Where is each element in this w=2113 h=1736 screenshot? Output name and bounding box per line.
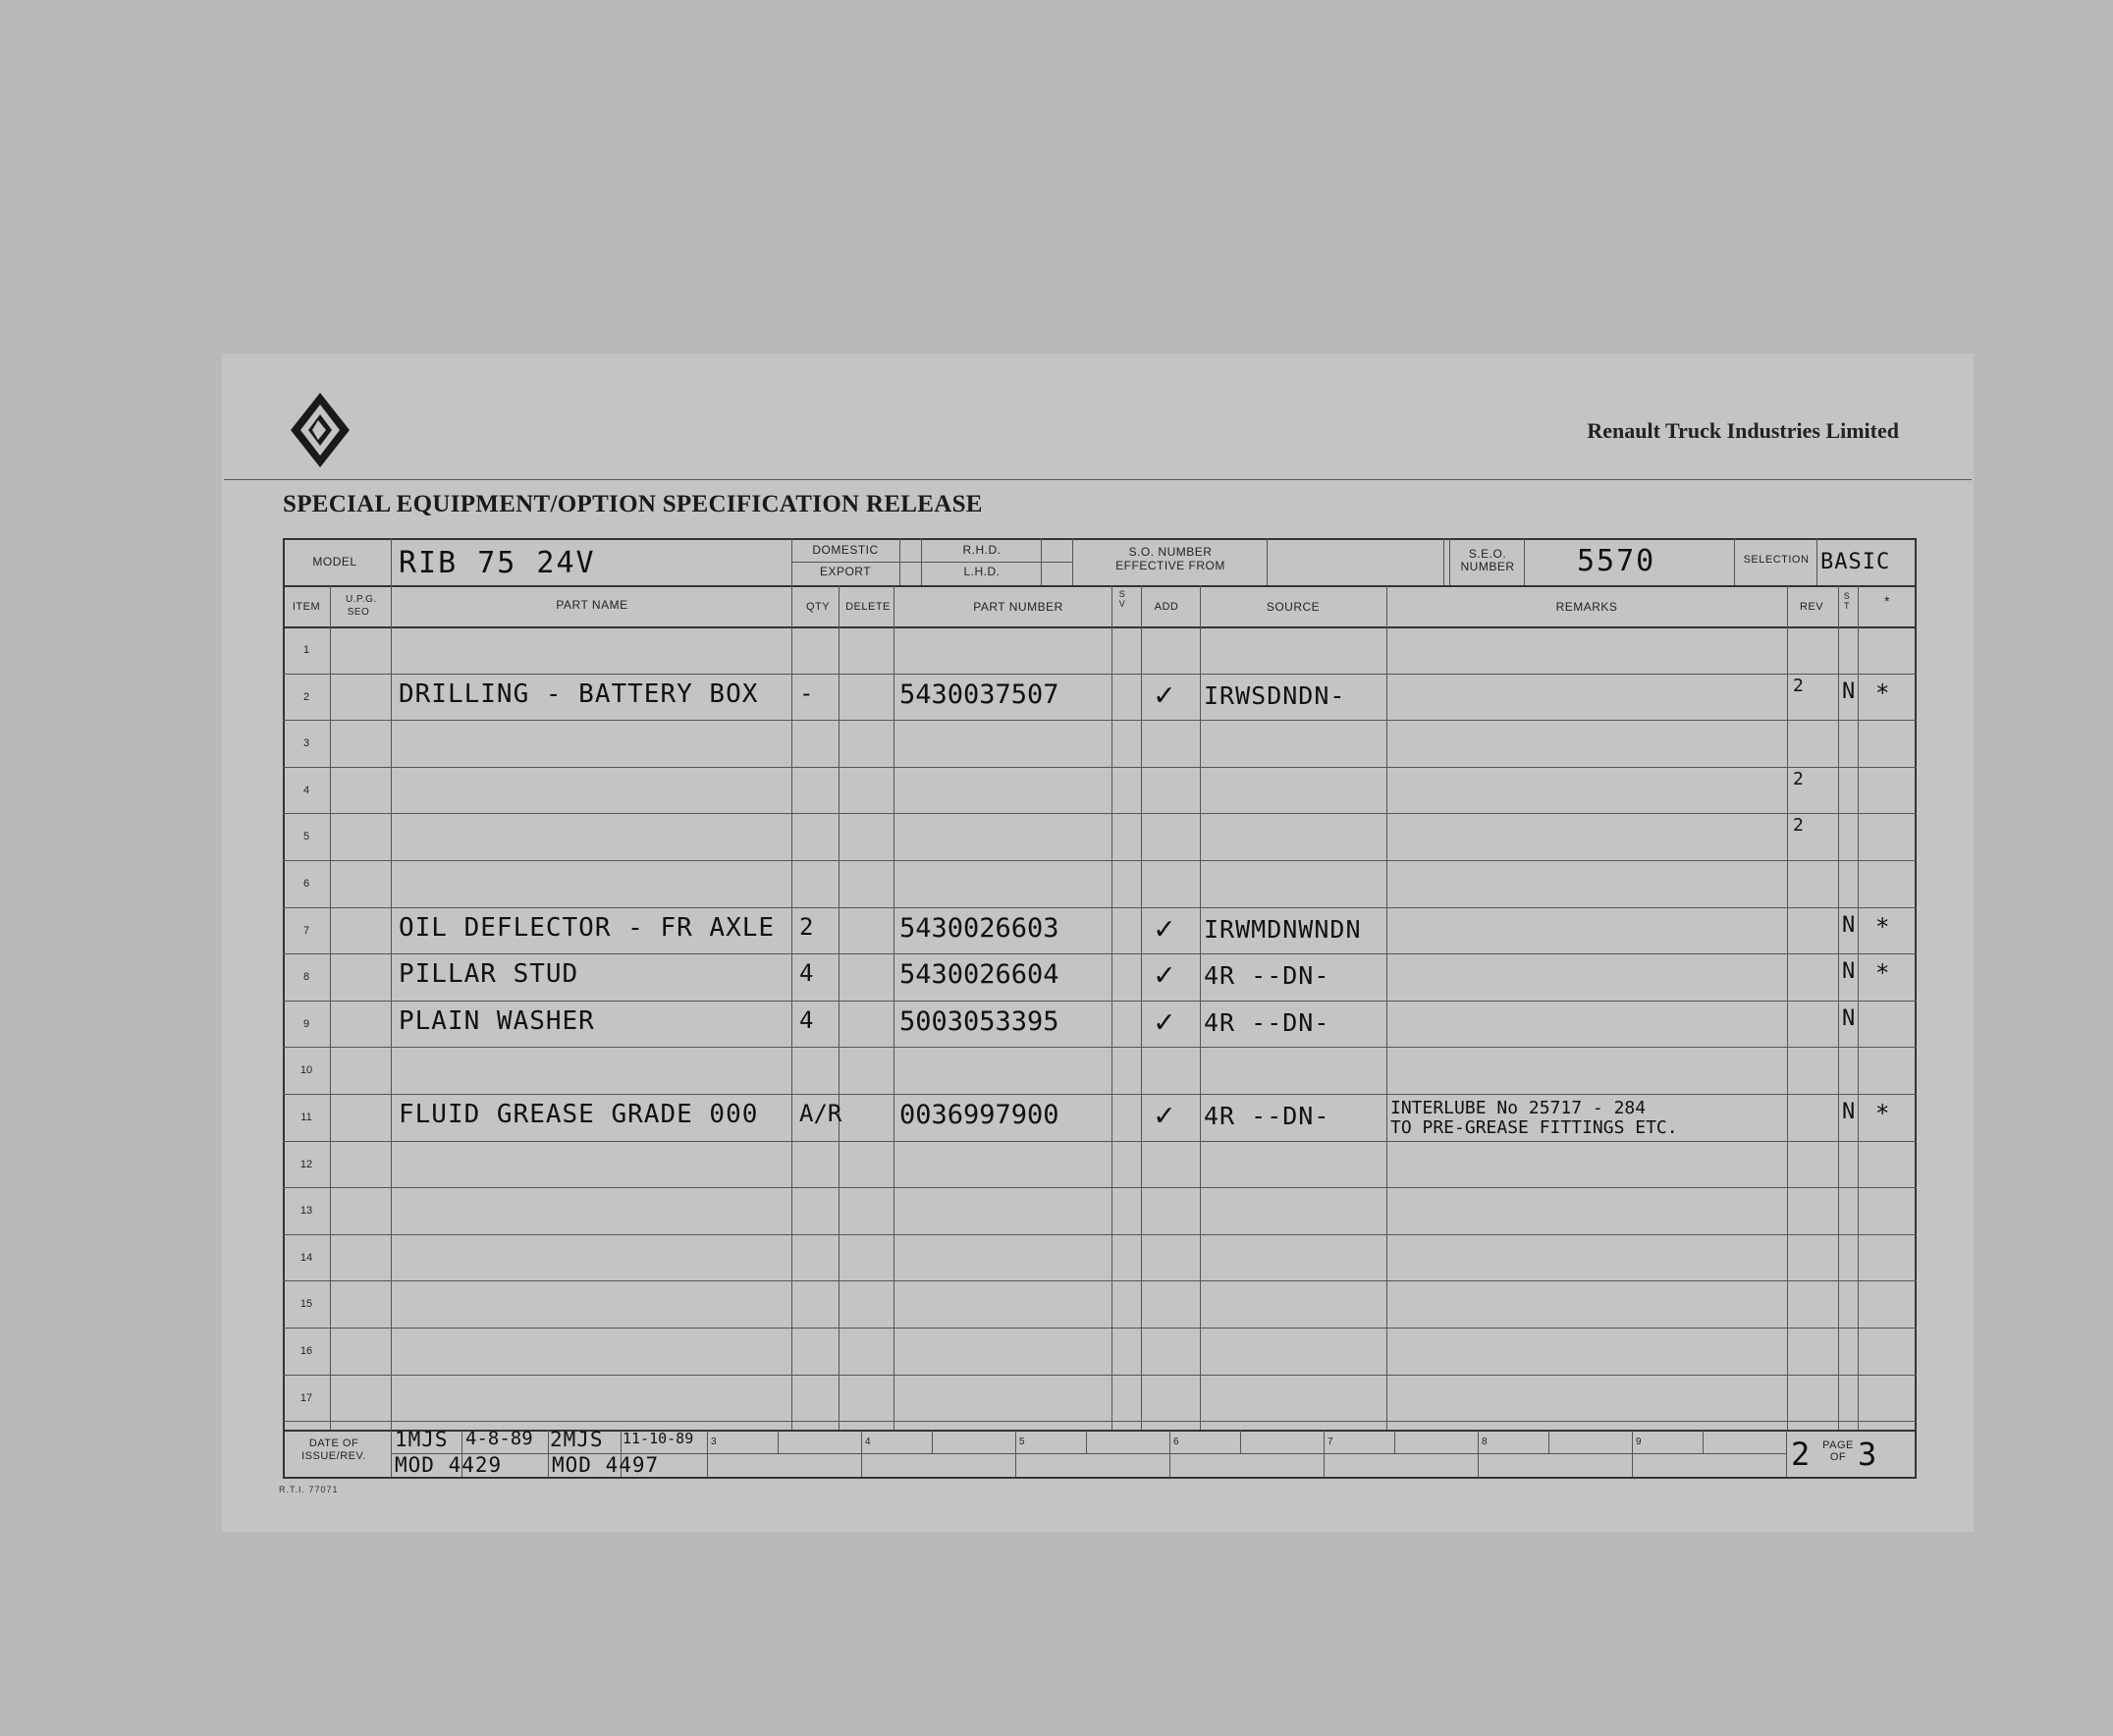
row-item-number: 2 bbox=[302, 691, 310, 703]
row-divider bbox=[283, 1328, 1917, 1329]
divider bbox=[791, 585, 792, 1430]
row-item-number: 14 bbox=[299, 1252, 313, 1264]
row-part-name: DRILLING - BATTERY BOX bbox=[399, 679, 759, 709]
seo-number-label: S.E.O. NUMBER bbox=[1460, 547, 1515, 573]
divider bbox=[330, 585, 331, 1430]
divider bbox=[1703, 1430, 1704, 1453]
divider bbox=[1169, 1430, 1170, 1477]
revision-slot-number: 9 bbox=[1636, 1437, 1643, 1447]
divider bbox=[1324, 1430, 1325, 1477]
divider bbox=[707, 1430, 708, 1477]
row-divider bbox=[283, 1375, 1917, 1376]
row-divider bbox=[283, 813, 1917, 814]
row-add-check: ✓ bbox=[1155, 1003, 1176, 1040]
row-item-number: 5 bbox=[302, 831, 310, 842]
divider bbox=[1787, 585, 1788, 1430]
col-st: S T bbox=[1843, 591, 1851, 611]
row-item-number: 16 bbox=[299, 1345, 313, 1357]
row-item-number: 10 bbox=[299, 1064, 313, 1076]
row-divider bbox=[283, 1234, 1917, 1235]
renault-logo bbox=[289, 391, 352, 469]
rev2-mod: MOD 4497 bbox=[552, 1453, 660, 1477]
divider bbox=[1015, 1430, 1016, 1477]
so-number-label: S.O. NUMBER bbox=[1128, 545, 1213, 559]
row-rev: 2 bbox=[1793, 769, 1806, 789]
header-rule bbox=[224, 479, 1972, 480]
row-add-check: ✓ bbox=[1155, 676, 1176, 713]
row-add-check: ✓ bbox=[1155, 909, 1176, 947]
divider bbox=[839, 585, 840, 1430]
row-mark: * bbox=[1875, 1100, 1892, 1127]
model-label: MODEL bbox=[312, 555, 357, 569]
date-of-issue-label: DATE OF ISSUE/REV. bbox=[301, 1438, 366, 1462]
row-divider bbox=[283, 674, 1917, 675]
row-remarks-line2: TO PRE-GREASE FITTINGS ETC. bbox=[1390, 1117, 1678, 1138]
row-part-number: 5430026604 bbox=[899, 959, 1059, 990]
revision-slot-number: 8 bbox=[1482, 1437, 1489, 1447]
col-last: * bbox=[1884, 593, 1890, 609]
divider bbox=[1200, 585, 1201, 1430]
divider bbox=[921, 538, 922, 585]
row-item-number: 13 bbox=[299, 1205, 313, 1217]
table-bottom-border bbox=[283, 1477, 1917, 1479]
lhd-label: L.H.D. bbox=[963, 565, 1001, 578]
divider bbox=[1786, 1430, 1787, 1477]
col-add: ADD bbox=[1154, 601, 1179, 613]
revision-slot-number: 7 bbox=[1327, 1437, 1334, 1447]
rev2-by: 2MJS bbox=[550, 1428, 604, 1451]
row-s: N bbox=[1842, 1006, 1856, 1031]
divider bbox=[1072, 538, 1073, 585]
row-s: N bbox=[1842, 913, 1856, 938]
row-source: IRWSDNDN- bbox=[1204, 681, 1346, 710]
row-divider bbox=[283, 1187, 1917, 1188]
divider bbox=[1632, 1430, 1633, 1477]
row-divider bbox=[283, 720, 1917, 721]
divider bbox=[1394, 1430, 1395, 1453]
divider bbox=[791, 562, 1072, 563]
col-part-name: PART NAME bbox=[556, 598, 628, 612]
row-item-number: 8 bbox=[302, 971, 310, 983]
page-current: 2 bbox=[1791, 1436, 1813, 1473]
model-value: RIB 75 24V bbox=[399, 546, 596, 580]
revision-slot-number: 3 bbox=[711, 1437, 718, 1447]
row-divider bbox=[283, 1047, 1917, 1048]
row-divider bbox=[283, 860, 1917, 861]
row-qty: A/R bbox=[799, 1100, 842, 1127]
row-s: N bbox=[1842, 679, 1856, 704]
rev1-date: 4-8-89 bbox=[465, 1428, 533, 1449]
divider bbox=[899, 538, 900, 585]
col-qty: QTY bbox=[805, 601, 831, 613]
row-qty: 4 bbox=[799, 959, 814, 987]
divider bbox=[1524, 538, 1525, 585]
row-divider bbox=[283, 1094, 1917, 1095]
row-remarks: INTERLUBE No 25717 - 284 bbox=[1390, 1098, 1647, 1118]
table-right-border bbox=[1915, 538, 1917, 1479]
divider bbox=[1111, 585, 1112, 1430]
divider bbox=[1443, 538, 1444, 585]
form-title: SPECIAL EQUIPMENT/OPTION SPECIFICATION RELEASE bbox=[283, 491, 983, 517]
col-remarks: REMARKS bbox=[1555, 600, 1618, 614]
divider bbox=[1386, 585, 1387, 1430]
form-code: R.T.I. 77071 bbox=[279, 1485, 339, 1494]
row-item-number: 4 bbox=[302, 785, 310, 796]
row-divider bbox=[283, 1280, 1917, 1281]
divider bbox=[1548, 1430, 1549, 1453]
row-mark: * bbox=[1875, 679, 1892, 707]
page-total: 3 bbox=[1858, 1436, 1879, 1473]
row-source: IRWMDNWNDN bbox=[1204, 915, 1362, 944]
revision-slot-number: 5 bbox=[1019, 1437, 1026, 1447]
divider bbox=[1449, 538, 1450, 585]
divider bbox=[1858, 585, 1859, 1430]
col-delete: DELETE bbox=[845, 601, 891, 613]
row-part-number: 0036997900 bbox=[899, 1100, 1059, 1130]
row-item-number: 11 bbox=[300, 1112, 312, 1123]
row-divider bbox=[283, 1421, 1917, 1422]
table-left-border bbox=[283, 538, 285, 1479]
row-qty: 2 bbox=[799, 913, 814, 941]
spec-release-form bbox=[222, 353, 1974, 1532]
export-label: EXPORT bbox=[819, 565, 872, 578]
row-add-check: ✓ bbox=[1155, 955, 1176, 993]
row-source: 4R --DN- bbox=[1204, 1102, 1330, 1130]
row-item-number: 15 bbox=[299, 1298, 313, 1310]
row-rev: 2 bbox=[1793, 676, 1806, 696]
divider bbox=[861, 1430, 862, 1477]
revision-slot-number: 6 bbox=[1173, 1437, 1180, 1447]
row-s: N bbox=[1842, 959, 1856, 984]
table-top-border bbox=[283, 538, 1917, 540]
row-part-number: 5003053395 bbox=[899, 1006, 1059, 1037]
divider bbox=[1041, 538, 1042, 585]
row-part-name: FLUID GREASE GRADE 000 bbox=[399, 1100, 759, 1129]
rhd-label: R.H.D. bbox=[962, 543, 1002, 557]
col-item: ITEM bbox=[292, 601, 321, 613]
row-part-name: PILLAR STUD bbox=[399, 959, 579, 989]
row-item-number: 3 bbox=[302, 737, 310, 749]
rev1-mod: MOD 4429 bbox=[395, 1453, 503, 1477]
company-name: Renault Truck Industries Limited bbox=[1587, 418, 1899, 443]
seo-number-value: 5570 bbox=[1577, 544, 1656, 578]
header-row-border bbox=[283, 585, 1917, 587]
effective-from-label: EFFECTIVE FROM bbox=[1115, 559, 1225, 572]
col-sv: S V bbox=[1118, 589, 1126, 609]
row-item-number: 7 bbox=[302, 925, 310, 937]
revision-slot-number: 4 bbox=[865, 1437, 872, 1447]
page-of-label: PAGE OF bbox=[1822, 1439, 1854, 1463]
row-divider bbox=[283, 1141, 1917, 1142]
row-part-name: PLAIN WASHER bbox=[399, 1006, 595, 1036]
selection-label: SELECTION bbox=[1743, 554, 1810, 566]
divider bbox=[391, 585, 392, 1430]
row-source: 4R --DN- bbox=[1204, 1008, 1330, 1037]
row-source: 4R --DN- bbox=[1204, 961, 1330, 990]
divider bbox=[1734, 538, 1735, 585]
row-rev: 2 bbox=[1793, 815, 1806, 836]
row-item-number: 12 bbox=[299, 1159, 313, 1170]
row-item-number: 17 bbox=[299, 1392, 313, 1404]
row-item-number: 9 bbox=[302, 1018, 310, 1030]
divider bbox=[1816, 538, 1817, 585]
row-qty: 4 bbox=[799, 1006, 814, 1034]
rev1-by: 1MJS bbox=[395, 1428, 449, 1451]
row-qty: - bbox=[799, 679, 814, 707]
row-divider bbox=[283, 953, 1917, 954]
row-part-number: 5430037507 bbox=[899, 679, 1059, 710]
row-mark: * bbox=[1875, 959, 1892, 987]
divider bbox=[1478, 1430, 1479, 1477]
column-header-border bbox=[283, 626, 1917, 628]
divider bbox=[1240, 1430, 1241, 1453]
rev2-date: 11-10-89 bbox=[623, 1430, 694, 1447]
row-divider bbox=[283, 1001, 1917, 1002]
divider bbox=[1267, 538, 1268, 585]
row-add-check: ✓ bbox=[1155, 1096, 1176, 1133]
row-item-number: 1 bbox=[302, 644, 310, 656]
divider bbox=[932, 1430, 933, 1453]
divider bbox=[548, 1430, 549, 1477]
col-part-number: PART NUMBER bbox=[973, 600, 1063, 614]
divider bbox=[1086, 1430, 1087, 1453]
domestic-label: DOMESTIC bbox=[812, 543, 879, 557]
col-rev: REV bbox=[1799, 601, 1824, 613]
divider bbox=[1838, 585, 1839, 1430]
divider bbox=[1141, 585, 1142, 1430]
col-upg-seo: U.P.G. SEO bbox=[346, 594, 377, 618]
row-divider bbox=[283, 907, 1917, 908]
selection-value: BASIC bbox=[1820, 550, 1891, 574]
row-divider bbox=[283, 767, 1917, 768]
divider bbox=[778, 1430, 779, 1453]
row-part-number: 5430026603 bbox=[899, 913, 1059, 944]
row-s: N bbox=[1842, 1100, 1856, 1124]
row-item-number: 6 bbox=[302, 878, 310, 890]
col-source: SOURCE bbox=[1266, 600, 1321, 614]
row-mark: * bbox=[1875, 913, 1892, 941]
row-part-name: OIL DEFLECTOR - FR AXLE bbox=[399, 913, 776, 943]
divider bbox=[391, 538, 392, 585]
